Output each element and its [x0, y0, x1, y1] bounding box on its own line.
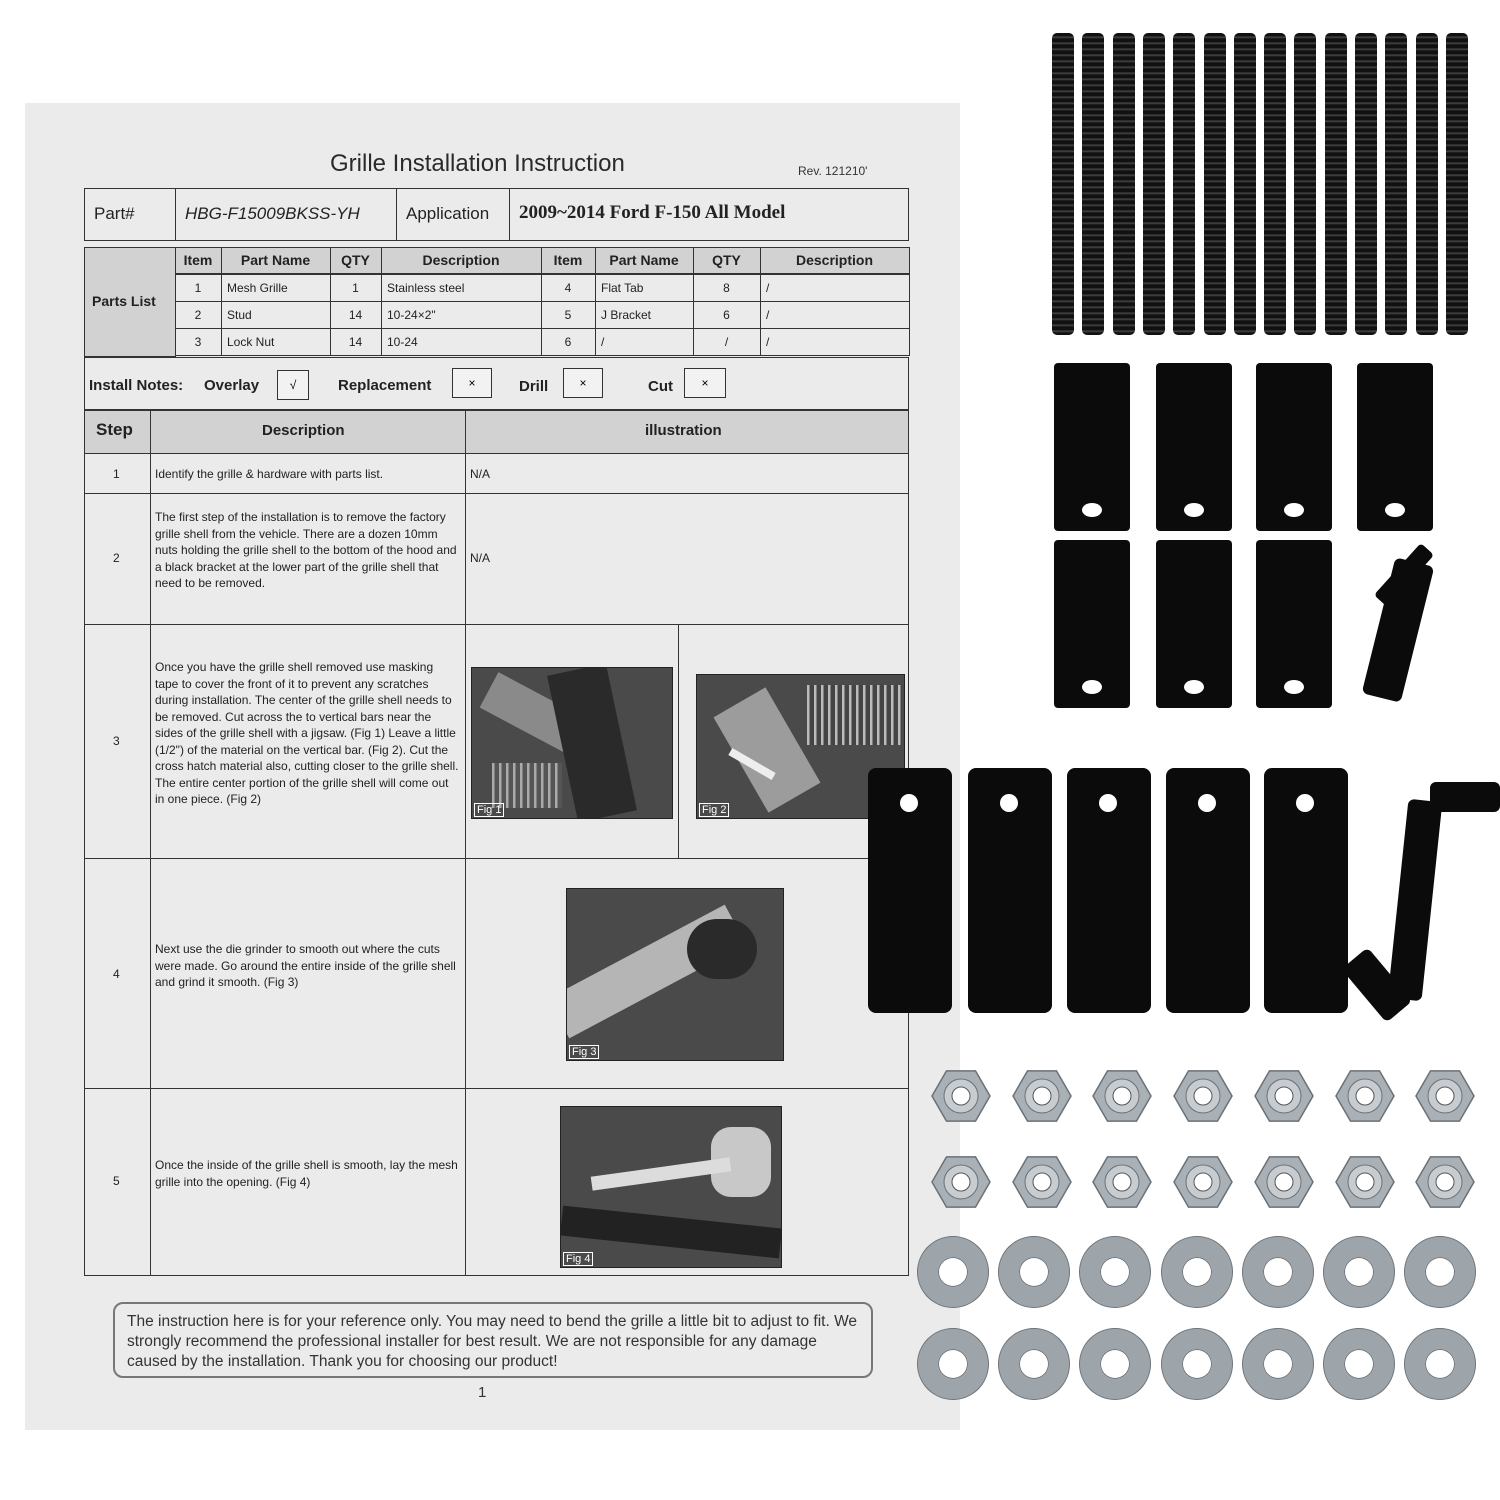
parts-header-text: Item	[183, 252, 213, 268]
step-description: Next use the die grinder to smooth out where the cuts were made. Go around the entire inside of the grille shell and grind it smooth. (Fig 3)	[155, 942, 456, 989]
application-value: 2009~2014 Ford F-150 All Model	[519, 202, 786, 223]
parts-name: Flat Tab	[601, 281, 644, 295]
overlay-checkbox: √	[277, 370, 309, 400]
stud	[1113, 33, 1135, 335]
washer	[1080, 1237, 1150, 1307]
parts-qty: 14	[348, 308, 363, 322]
parts-list-label: Parts List	[92, 293, 156, 309]
figure-4-label: Fig 4	[563, 1252, 593, 1266]
lock-nut	[1091, 1151, 1153, 1213]
lock-nut	[1414, 1151, 1476, 1213]
cut-checkbox: ×	[684, 368, 726, 398]
washer	[1162, 1237, 1232, 1307]
parts-item: 5	[564, 308, 572, 322]
washer	[1080, 1329, 1150, 1399]
stud	[1294, 33, 1316, 335]
figure-1-label: Fig 1	[474, 803, 504, 817]
step-number: 5	[113, 1174, 120, 1188]
parts-name: J Bracket	[601, 308, 652, 322]
lock-nut	[1011, 1151, 1073, 1213]
application-label: Application	[406, 204, 490, 223]
parts-name: Mesh Grille	[227, 281, 288, 295]
stud	[1385, 33, 1407, 335]
lock-nut	[1172, 1151, 1234, 1213]
part-number: HBG-F15009BKSS-YH	[185, 204, 360, 223]
j-bracket	[1166, 768, 1250, 1013]
lock-nut	[1334, 1065, 1396, 1127]
parts-header-text: Description	[795, 252, 873, 268]
lock-nut	[1011, 1065, 1073, 1127]
washer	[918, 1329, 988, 1399]
stud	[1325, 33, 1347, 335]
parts-qty: 1	[352, 281, 359, 295]
install-notes-label: Install Notes:	[89, 377, 184, 394]
parts-desc: 10-24×2"	[387, 308, 436, 322]
parts-header-text: Item	[553, 252, 583, 268]
lock-nut	[930, 1151, 992, 1213]
cut-label: Cut	[648, 378, 673, 395]
parts-header-text: QTY	[341, 252, 370, 268]
j-bracket-large-top	[1430, 782, 1500, 812]
washer	[1243, 1237, 1313, 1307]
parts-name: Lock Nut	[227, 335, 275, 349]
parts-header-text: QTY	[712, 252, 741, 268]
washer	[1405, 1329, 1475, 1399]
parts-name: /	[601, 335, 605, 349]
flat-tab	[1357, 363, 1433, 531]
j-bracket	[868, 768, 952, 1013]
parts-qty: /	[724, 335, 729, 349]
stud	[1204, 33, 1226, 335]
parts-desc: /	[766, 335, 770, 349]
figure-1-photo	[471, 667, 673, 819]
stud	[1355, 33, 1377, 335]
washer	[1324, 1329, 1394, 1399]
stud	[1052, 33, 1074, 335]
parts-desc: /	[766, 281, 770, 295]
washer	[1405, 1237, 1475, 1307]
step-number: 2	[113, 551, 120, 565]
j-bracket-large	[1388, 799, 1443, 1001]
step-description: Identify the grille & hardware with parts list.	[155, 467, 384, 481]
lock-nut	[930, 1065, 992, 1127]
revision-label: Rev. 121210'	[798, 164, 868, 178]
parts-header-text: Part Name	[609, 252, 679, 268]
washer	[1243, 1329, 1313, 1399]
replacement-label: Replacement	[338, 377, 432, 394]
parts-header-text: Description	[422, 252, 500, 268]
part-label: Part#	[94, 204, 135, 223]
washer	[999, 1237, 1069, 1307]
stud	[1234, 33, 1256, 335]
figure-3-photo	[566, 888, 784, 1061]
step-number: 1	[113, 467, 120, 481]
washer	[1324, 1237, 1394, 1307]
parts-qty: 14	[348, 335, 363, 349]
stud	[1446, 33, 1468, 335]
parts-item: 4	[564, 281, 572, 295]
parts-name: Stud	[227, 308, 252, 322]
figure-2-label: Fig 2	[699, 803, 729, 817]
stud	[1416, 33, 1438, 335]
lock-nut	[1334, 1151, 1396, 1213]
parts-qty: 6	[723, 308, 730, 322]
page-number: 1	[478, 1384, 487, 1401]
illustration-header: illustration	[645, 422, 722, 439]
parts-desc: 10-24	[387, 335, 418, 349]
replacement-checkbox: ×	[452, 368, 492, 398]
lock-nut	[1253, 1151, 1315, 1213]
lock-nut	[1091, 1065, 1153, 1127]
parts-item: 1	[194, 281, 202, 295]
parts-item: 3	[194, 335, 202, 349]
step-description: The first step of the installation is to remove the factory grille shell from the vehicle. There are a dozen 10mm nuts holding the grille shell to the bottom of the hood and a black bracket at the lower part of the grille shell that need to be removed.	[155, 510, 457, 590]
overlay-label: Overlay	[204, 377, 260, 394]
washer	[999, 1329, 1069, 1399]
parts-desc: /	[766, 308, 770, 322]
parts-item: 6	[564, 335, 572, 349]
step-header: Step	[96, 420, 133, 439]
flat-tab	[1256, 540, 1332, 708]
description-header: Description	[262, 422, 345, 439]
lock-nut	[1172, 1065, 1234, 1127]
lock-nut	[1253, 1065, 1315, 1127]
flat-tab	[1256, 363, 1332, 531]
parts-qty: 8	[723, 281, 730, 295]
step-cell	[465, 453, 909, 494]
parts-desc: Stainless steel	[387, 281, 465, 295]
step-description: Once you have the grille shell removed use masking tape to cover the front of it to prevent any scratches during installation. The center of the grille shell needs to be removed. Cut across the to vertical bars near the sides of the grille shell with a jigsaw. (Fig 1) Leave a little (1/2") of the material on the vertical bar. (Fig 2). Cut the cross hatch material also, cutting closer to the grille shell. The entire center portion of the grille shell will come out in one piece. (Fig 2)	[155, 660, 459, 806]
stud	[1173, 33, 1195, 335]
parts-header-text: Part Name	[240, 252, 311, 268]
drill-checkbox: ×	[563, 368, 603, 398]
figure-3-label: Fig 3	[569, 1045, 599, 1059]
lock-nut	[1414, 1065, 1476, 1127]
step-illustration: N/A	[470, 551, 491, 565]
step-description: Once the inside of the grille shell is smooth, lay the mesh grille into the opening. (Fig 4)	[155, 1158, 458, 1189]
flat-tab	[1156, 363, 1232, 531]
washer	[1162, 1329, 1232, 1399]
stud	[1264, 33, 1286, 335]
j-bracket	[968, 768, 1052, 1013]
j-bracket	[1067, 768, 1151, 1013]
stud	[1082, 33, 1104, 335]
step-number: 3	[113, 734, 120, 748]
drill-label: Drill	[519, 378, 549, 395]
step-cell	[465, 493, 909, 625]
disclaimer-box: The instruction here is for your reference only. You may need to bend the grille a little bit to adjust to fit. We strongly recommend the professional installer for best result. We are not responsible for any damage caused by the installation. Thank you for choosing our product!	[113, 1302, 873, 1378]
flat-tab	[1156, 540, 1232, 708]
stud	[1143, 33, 1165, 335]
document-title: Grille Installation Instruction	[330, 150, 625, 177]
figure-4-photo	[560, 1106, 782, 1268]
washer	[918, 1237, 988, 1307]
flat-tab	[1054, 540, 1130, 708]
j-bracket	[1264, 768, 1348, 1013]
parts-item: 2	[194, 308, 202, 322]
step-number: 4	[113, 967, 120, 981]
flat-tab	[1054, 363, 1130, 531]
step-illustration: N/A	[470, 467, 491, 481]
